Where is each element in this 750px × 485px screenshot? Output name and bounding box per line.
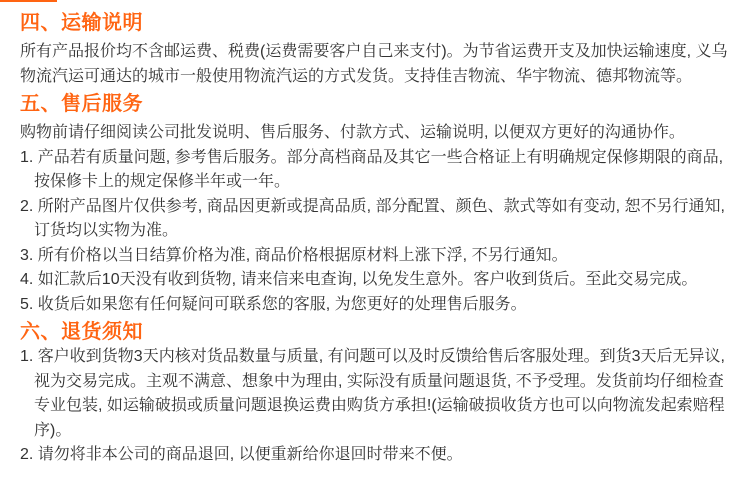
shipping-paragraph: 所有产品报价均不含邮运费、税费(运费需要客户自己来支付)。为节省运费开支及加快运输速度, 义乌物流汽运可通达的城市一般使用物流汽运的方式发货。支持佳吉物流、华宇物流、德邦物流等。 bbox=[20, 43, 728, 85]
after-sales-item-4: 4. 如汇款后10天没有收到货物, 请来信来电查询, 以免发生意外。客户收到货后。至此交易完成。 bbox=[20, 271, 698, 288]
returns-item-2: 2. 请勿将非本公司的商品退回, 以便重新给你退回时带来不便。 bbox=[20, 446, 463, 463]
orange-divider-line bbox=[0, 0, 57, 2]
after-sales-item-5: 5. 收货后如果您有任何疑问可联系您的客服, 为您更好的处理售后服务。 bbox=[20, 295, 527, 313]
section-after-sales bbox=[20, 91, 734, 317]
returns-heading: 六、退货须知 bbox=[20, 321, 143, 343]
returns-items bbox=[20, 345, 734, 468]
after-sales-item-2: 2. 所附产品图片仅供参考, 商品因更新或提高品质, 部分配置、颜色、款式等如有变动, 恕不另行通知, 订货均以实物为准。 bbox=[20, 197, 725, 239]
section-returns bbox=[20, 319, 734, 468]
section-shipping bbox=[20, 10, 734, 89]
after-sales-items bbox=[20, 146, 734, 318]
after-sales-heading: 五、售后服务 bbox=[20, 93, 143, 115]
shipping-heading: 四、运输说明 bbox=[20, 12, 143, 34]
returns-item-1: 1. 客户收到货物3天内核对货品数量与质量, 有问题可以及时反馈给售后客服处理。到货3天后无异议, 视为交易完成。主观不满意、想象中为理由, 实际没有质量问题退货, 不予受理。发货前均仔细检查专业包装, 如运输破损或质量问题退换运费由购货方承担!(运输破损收货方也可以向物流发起索赔程序)。 bbox=[20, 348, 725, 439]
after-sales-intro: 购物前请仔细阅读公司批发说明、售后服务、付款方式、运输说明, 以便双方更好的沟通协作。 bbox=[20, 124, 685, 141]
after-sales-item-3: 3. 所有价格以当日结算价格为准, 商品价格根据原材料上涨下浮, 不另行通知。 bbox=[20, 246, 568, 264]
after-sales-item-1: 1. 产品若有质量问题, 参考售后服务。部分高档商品及其它一些合格证上有明确规定保修期限的商品, 按保修卡上的规定保修半年或一年。 bbox=[20, 148, 724, 190]
